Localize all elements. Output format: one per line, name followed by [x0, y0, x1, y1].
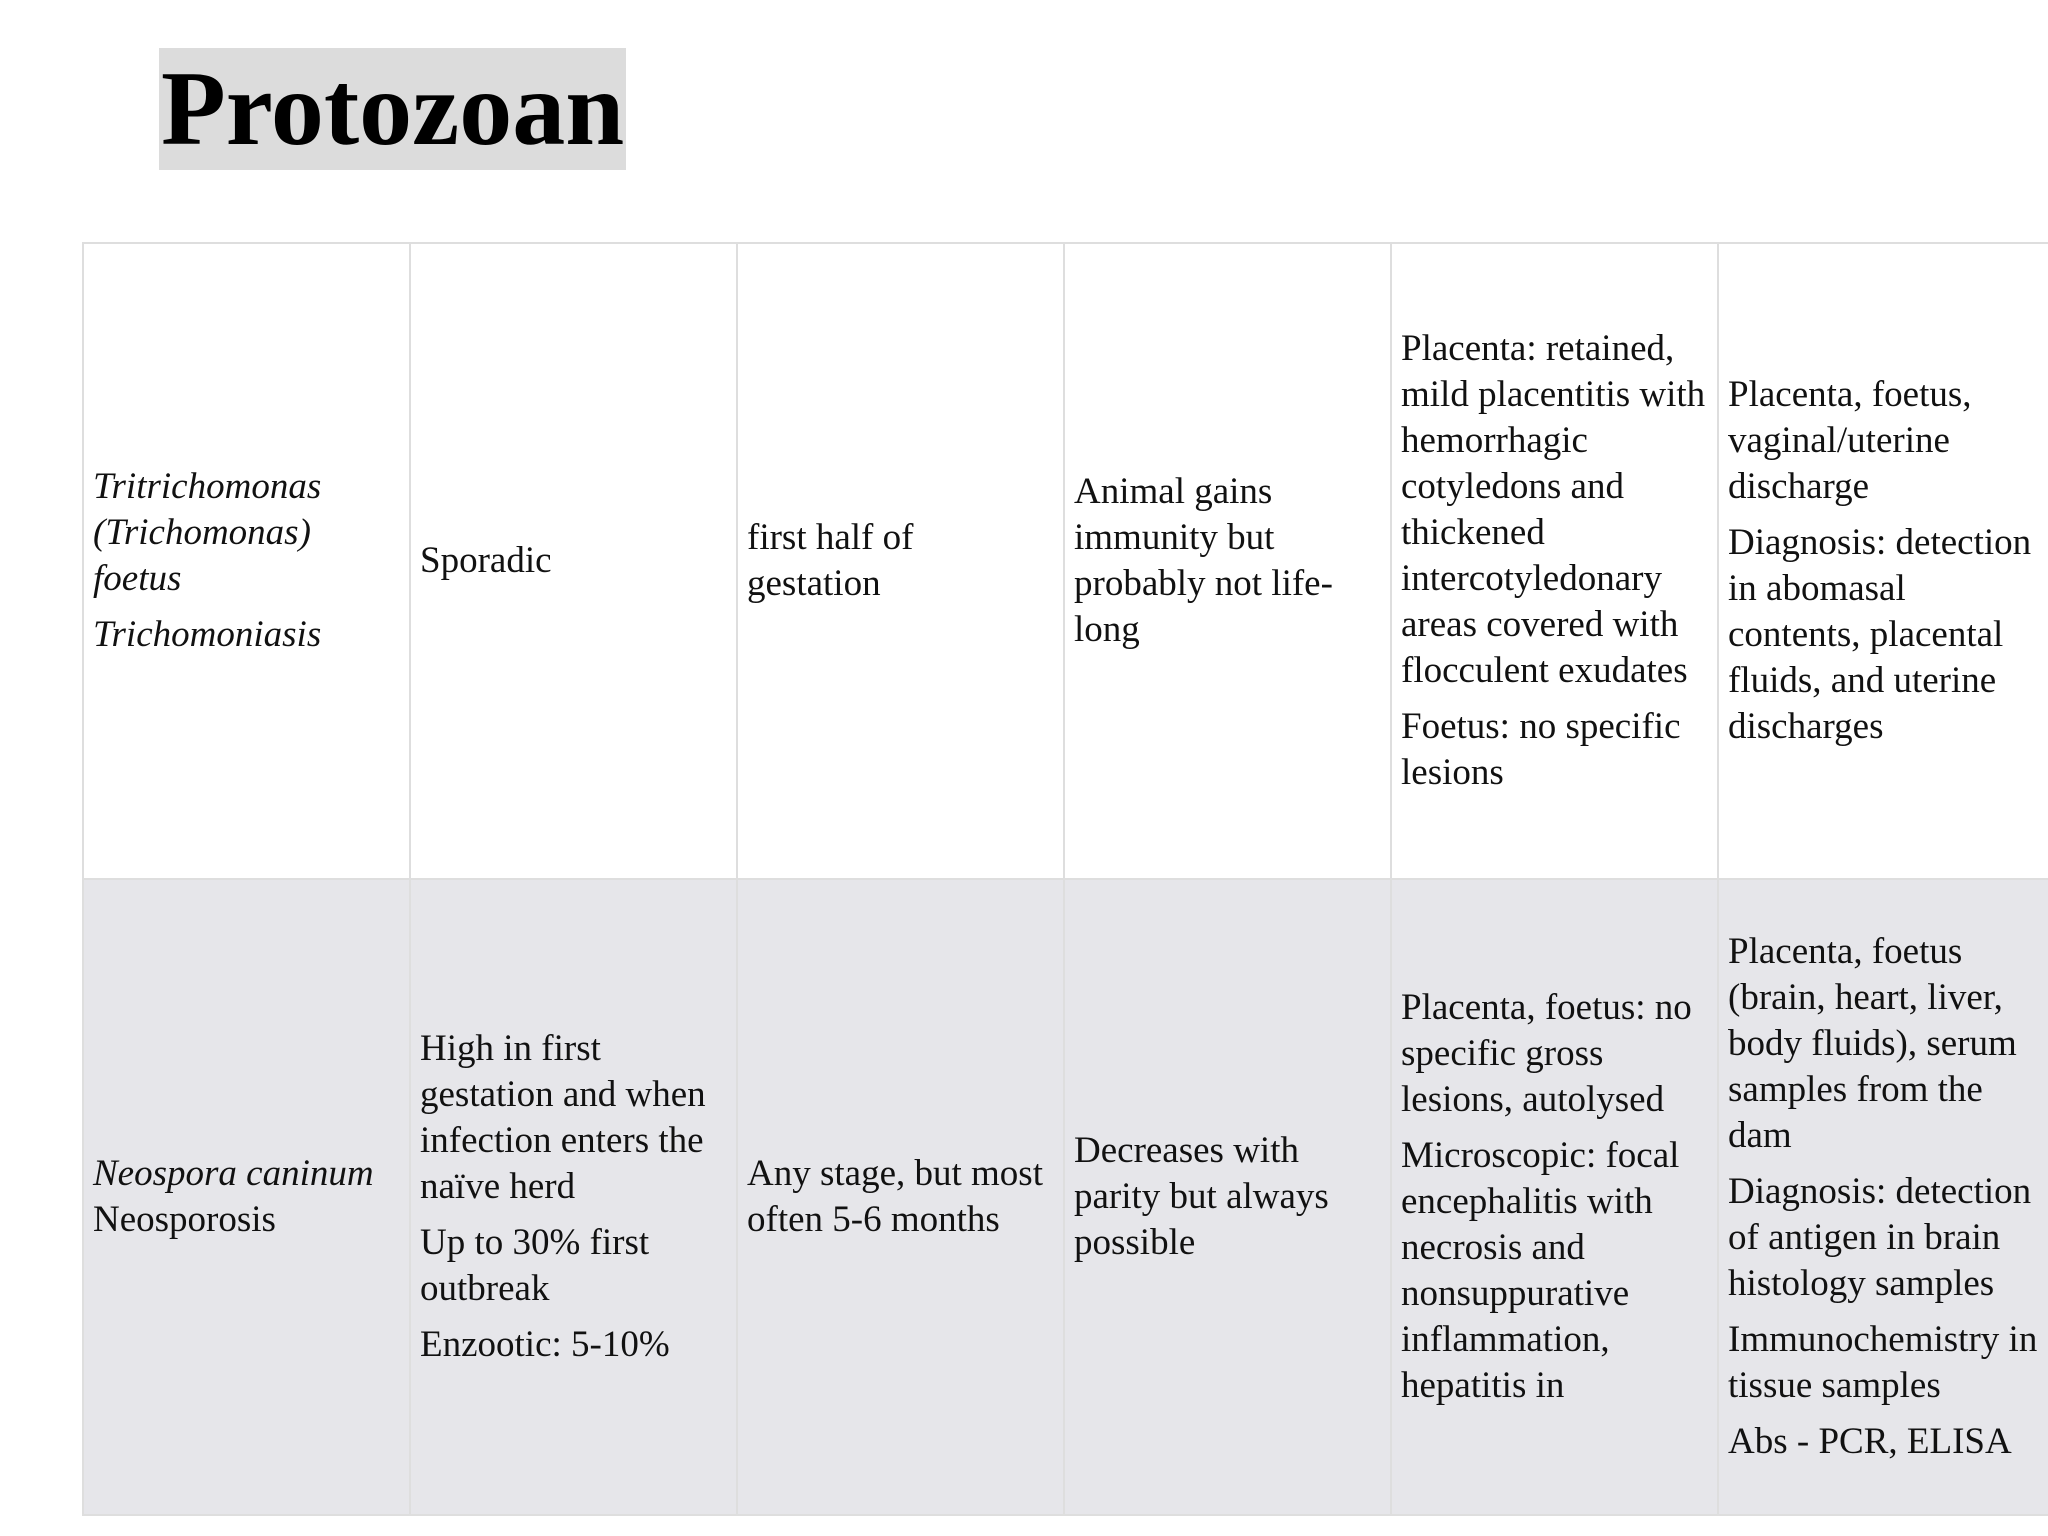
incidence-text: Sporadic [420, 540, 552, 581]
samples-text: Immunochemistry in tissue samples [1728, 1319, 2038, 1406]
incidence-text: Enzootic: 5-10% [420, 1324, 670, 1365]
lesions-cell [1391, 879, 1718, 1515]
incidence-text: Up to 30% first outbreak [420, 1222, 650, 1309]
agent-name [93, 464, 401, 602]
immunity-cell [1064, 879, 1391, 1515]
lesions-text: Microscopic: focal encephalitis with necrosis and nonsuppurative inflammation, hepatitis in [1401, 1135, 1680, 1406]
samples-text: Placenta, foetus, vaginal/uterine discharge [1728, 374, 1972, 507]
lesions-text: Placenta, foetus: no specific gross lesions, autolysed [1401, 987, 1692, 1120]
lesions-text: Foetus: no specific lesions [1401, 706, 1681, 793]
agent-name-line: (Trichomonas) [93, 512, 311, 553]
agent-cell [83, 879, 410, 1515]
samples-text: Diagnosis: detection of antigen in brain histology samples [1728, 1171, 2032, 1304]
incidence-text: High in first gestation and when infection enters the naïve herd [420, 1028, 706, 1207]
protozoan-table [82, 242, 2048, 1516]
agent-name-line: Tritrichomonas [93, 466, 322, 507]
table-row [83, 879, 2048, 1515]
disease-name: Neosporosis [93, 1199, 276, 1240]
agent-name-line: Neospora caninum [93, 1153, 374, 1194]
agent-name [93, 1151, 401, 1243]
immunity-text: Animal gains immunity but probably not life-long [1074, 471, 1333, 650]
timing-cell [737, 879, 1064, 1515]
immunity-text: Decreases with parity but always possible [1074, 1130, 1329, 1263]
samples-text: Abs - PCR, ELISA [1728, 1421, 2012, 1462]
samples-text: Placenta, foetus (brain, heart, liver, body fluids), serum samples from the dam [1728, 931, 2017, 1156]
timing-text: Any stage, but most often 5-6 months [747, 1153, 1043, 1240]
lesions-text: Placenta: retained, mild placentitis with hemorrhagic cotyledons and thickened intercotyledonary areas covered with flocculent exudates [1401, 328, 1706, 691]
table-row [83, 243, 2048, 879]
timing-cell [737, 243, 1064, 879]
samples-cell [1718, 243, 2048, 879]
samples-cell [1718, 879, 2048, 1515]
agent-name-line: foetus [93, 558, 182, 599]
timing-text: first half of gestation [747, 517, 914, 604]
incidence-cell [410, 879, 737, 1515]
immunity-cell [1064, 243, 1391, 879]
agent-cell [83, 243, 410, 879]
lesions-cell [1391, 243, 1718, 879]
disease-name: Trichomoniasis [93, 614, 322, 655]
samples-text: Diagnosis: detection in abomasal contents, placental fluids, and uterine discharges [1728, 522, 2032, 747]
page-title: Protozoan [159, 48, 626, 170]
incidence-cell [410, 243, 737, 879]
